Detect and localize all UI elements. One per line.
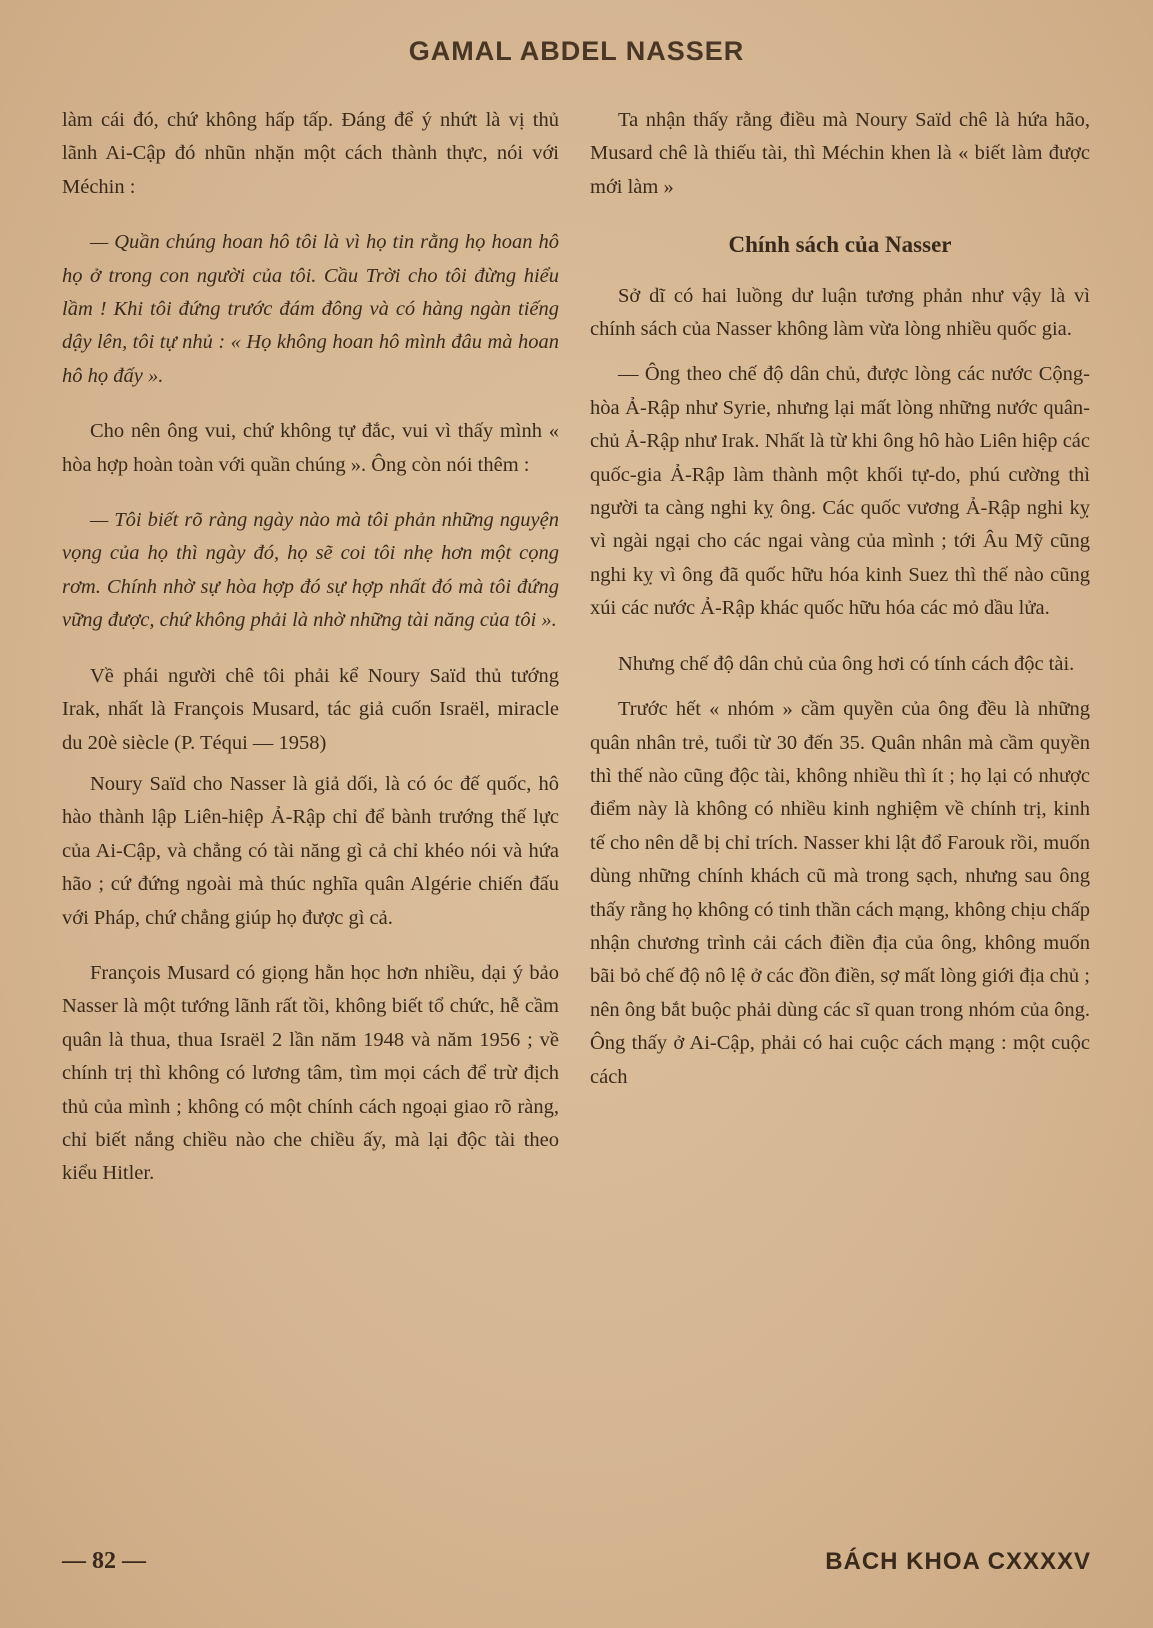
paragraph: Cho nên ông vui, chứ không tự đắc, vui vì thấy mình « hòa hợp hoàn toàn với quần chúng ». Ông còn nói thêm : <box>62 420 559 476</box>
running-head: GAMAL ABDEL NASSER <box>408 36 745 66</box>
paragraph: làm cái đó, chứ không hấp tấp. Đáng để ý nhứt là vị thủ lãnh Ai-Cập đó nhũn nhặn một cách thành thực, nói với Méchin : <box>62 109 559 198</box>
quote-paragraph: — Tôi biết rõ ràng ngày nào mà tôi phản những nguyện vọng của họ thì ngày đó, họ sẽ coi tôi nhẹ hơn một cọng rơm. Chính nhờ sự hòa hợp đó sự hợp nhất đó mà tôi đứng vững được, chứ không phải là nhờ những tài năng của tôi ». <box>62 509 559 632</box>
paragraph: Noury Saïd cho Nasser là giả dối, là có óc đế quốc, hô hào thành lập Liên-hiệp Ả-Rập chỉ để bành trướng thế lực của Ai-Cập, và chẳng có tài năng gì cả chỉ khéo nói và hứa hão ; cứ đứng ngoài mà thúc nghĩa quân Algérie chiến đấu với Pháp, chứ chẳng giúp họ được gì cả. <box>62 772 559 929</box>
paragraph: Ta nhận thấy rằng điều mà Noury Saïd chê là hứa hão, Musard chê là thiếu tài, thì Méchin khen là « biết làm được mới làm » <box>590 109 1090 198</box>
page-number: — 82 — <box>62 1548 146 1574</box>
paragraph: Trước hết « nhóm » cầm quyền của ông đều là những quân nhân trẻ, tuổi từ 30 đến 35. Quân nhân mà cầm quyền thì thế nào cũng độc tài, không nhiều thì ít ; họ lại có nhược điểm này là không có nhiều kinh nghiệm về chính trị, kinh tế cho nên dễ bị chỉ trích. Nasser khi lật đổ Farouk rồi, muốn dùng những chính khách cũ mà trong sạch, nhưng sau ông thấy rằng họ không có tinh thần cách mạng, không chịu chấp nhận chương trình cải cách điền địa của ông, không muốn bãi bỏ chế độ nô lệ ở các đồn điền, sợ mất lòng giới địa chủ ; nên ông bắt buộc phải dùng các sĩ quan trong nhóm của ông. Ông thấy ở Ai-Cập, phải có hai cuộc cách mạng : một cuộc cách <box>590 698 1090 1088</box>
paragraph: — Ông theo chế độ dân chủ, được lòng các nước Cộng-hòa Ả-Rập như Syrie, nhưng lại mất lòng những nước quân-chủ Ả-Rập như Irak. Nhất là từ khi ông hô hào Liên hiệp các quốc-gia Ả-Rập làm thành một khối tự-do, phú cường thì người ta càng nghi kỵ ông. Các quốc vương Ả-Rập nghi kỵ vì ngài ngại cho các ngai vàng của mình ; tới Âu Mỹ cũng nghi kỵ vì ông đã quốc hữu hóa kinh Suez thì thế nào cũng xúi các nước Ả-Rập khác quốc hữu hóa các mỏ dầu lửa. <box>590 363 1090 620</box>
journal-issue: BÁCH KHOA CXXXXV <box>825 1548 1091 1575</box>
paragraph: Về phái người chê tôi phải kể Noury Saïd thủ tướng Irak, nhất là François Musard, tác giả cuốn Israël, miracle du 20è siècle (P. Téqui — 1958) <box>62 664 559 754</box>
right-column <box>590 104 1090 1094</box>
left-column <box>62 104 559 1213</box>
section-heading: Chính sách của Nasser <box>728 232 952 258</box>
quote-paragraph: — Quần chúng hoan hô tôi là vì họ tin rằng họ hoan hô họ ở trong con người của tôi. Cầu Trời cho tôi đừng hiểu lầm ! Khi tôi đứng trước đám đông và có hàng ngàn tiếng dậy lên, tôi tự nhủ : « Họ không hoan hô mình đâu mà hoan hô họ đấy ». <box>62 231 559 387</box>
paragraph: François Musard có giọng hằn học hơn nhiều, dại ý bảo Nasser là một tướng lãnh rất tồi, không biết tổ chức, hễ cầm quân là thua, thua Israël 2 lần năm 1948 và năm 1956 ; về chính trị thì không có lương tâm, tìm mọi cách để trừ địch thủ của mình ; không có một chính cách ngoại giao rõ ràng, chỉ biết nắng chiều nào che chiều ấy, mà lại độc tài theo kiểu Hitler. <box>62 961 559 1185</box>
paragraph: Nhưng chế độ dân chủ của ông hơi có tính cách độc tài. <box>618 652 1075 675</box>
paragraph: Sở dĩ có hai luồng dư luận tương phản như vậy là vì chính sách của Nasser không làm vừa lòng nhiều quốc gia. <box>590 284 1090 341</box>
